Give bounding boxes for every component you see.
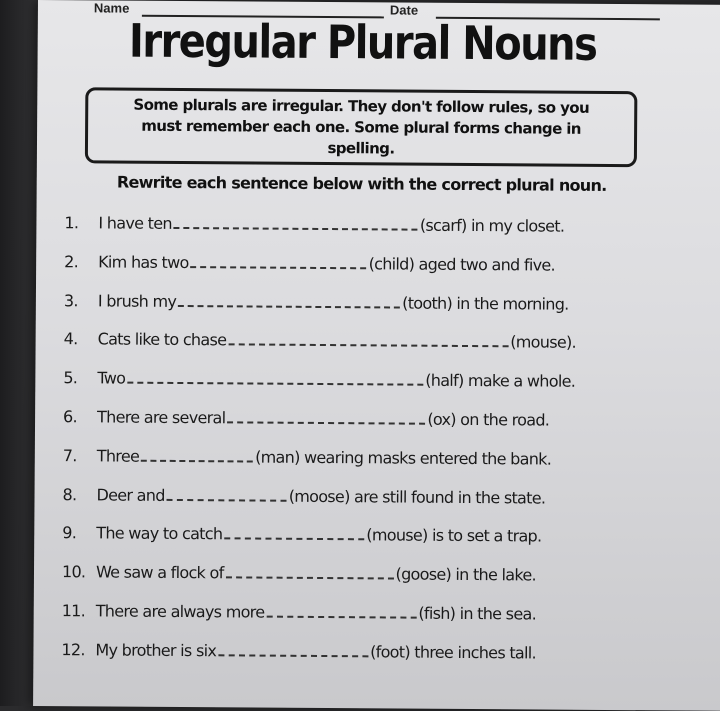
worksheet-page — [33, 0, 720, 711]
sentence-before: Kim has two — [98, 252, 189, 272]
sentence-after: (mouse). — [510, 332, 577, 353]
answer-blank[interactable] — [127, 368, 423, 386]
sentence-number: 11. — [61, 601, 86, 621]
answer-blank[interactable] — [227, 407, 425, 424]
answer-blank[interactable] — [141, 446, 253, 463]
sentence-after: (scarf) in my closet. — [419, 215, 565, 236]
date-label: Date — [389, 2, 419, 18]
sentence-row — [64, 212, 664, 255]
sentence-before: My brother is six — [95, 640, 217, 661]
info-text: Some plurals are irregular. They don't follow rules, so you must remember each one. Some plural forms change in spelling. — [133, 95, 590, 157]
sentence-before: There are several — [97, 407, 226, 428]
answer-blank[interactable] — [191, 252, 367, 269]
sentence-before: I have ten — [98, 213, 172, 233]
sentence-before: Deer and — [96, 484, 165, 505]
sentence-before: Cats like to chase — [97, 329, 227, 350]
sentence-row — [63, 406, 663, 449]
info-box — [85, 87, 638, 167]
sentence-row — [61, 639, 661, 682]
sentence-before: There are always more — [95, 601, 265, 622]
answer-blank[interactable] — [167, 484, 287, 501]
sentence-row — [62, 561, 662, 604]
sentence-number: 7. — [62, 445, 77, 466]
sentence-number: 5. — [63, 368, 78, 388]
sentence-before: Three — [96, 446, 140, 466]
answer-blank[interactable] — [174, 213, 418, 231]
sentence-row — [63, 329, 663, 372]
answer-blank[interactable] — [228, 330, 508, 348]
sentence-after: (fish) in the sea. — [418, 603, 537, 624]
sentence-row — [64, 290, 664, 333]
sentence-row — [63, 445, 663, 488]
answer-blank[interactable] — [178, 291, 400, 309]
sentence-after: (half) make a whole. — [425, 370, 576, 391]
sentence-row — [62, 523, 662, 566]
sentence-before: We saw a flock of — [95, 562, 224, 583]
name-label: Name — [93, 0, 130, 16]
sentence-after: (tooth) in the morning. — [402, 293, 569, 314]
sentence-after: (mouse) is to set a trap. — [366, 525, 542, 546]
sentence-after: (child) aged two and five. — [368, 254, 555, 275]
sentence-number: 2. — [64, 251, 79, 272]
sentence-number: 3. — [63, 290, 78, 310]
sentence-row — [64, 251, 664, 294]
worksheet-title: Irregular Plural Nouns — [128, 15, 597, 72]
sentence-before: The way to catch — [96, 523, 223, 544]
sentence-before: Two — [97, 368, 126, 388]
answer-blank[interactable] — [224, 524, 364, 541]
sentence-after: (goose) in the lake. — [395, 564, 537, 585]
sentence-after: (foot) three inches tall. — [370, 642, 537, 663]
sentence-row — [62, 600, 662, 643]
answer-blank[interactable] — [218, 640, 368, 657]
sentence-number: 4. — [63, 329, 78, 349]
sentence-row — [62, 484, 662, 527]
answer-blank[interactable] — [266, 602, 416, 619]
sentence-number: 8. — [62, 484, 77, 504]
sentence-number: 10. — [61, 562, 86, 582]
sentence-after: (moose) are still found in the state. — [288, 486, 546, 508]
sentence-before: I brush my — [97, 291, 177, 311]
sentence-number: 1. — [64, 213, 79, 233]
sentence-after: (man) wearing masks entered the bank. — [255, 447, 552, 469]
sentence-number: 9. — [62, 523, 77, 543]
sentence-number: 6. — [63, 407, 78, 427]
sentence-after: (ox) on the road. — [427, 409, 550, 430]
sentence-row — [63, 367, 663, 410]
instructions: Rewrite each sentence below with the correct plural noun. — [116, 172, 607, 195]
sentence-number: 12. — [61, 639, 85, 660]
sentence-list — [61, 212, 664, 682]
answer-blank[interactable] — [226, 562, 394, 579]
